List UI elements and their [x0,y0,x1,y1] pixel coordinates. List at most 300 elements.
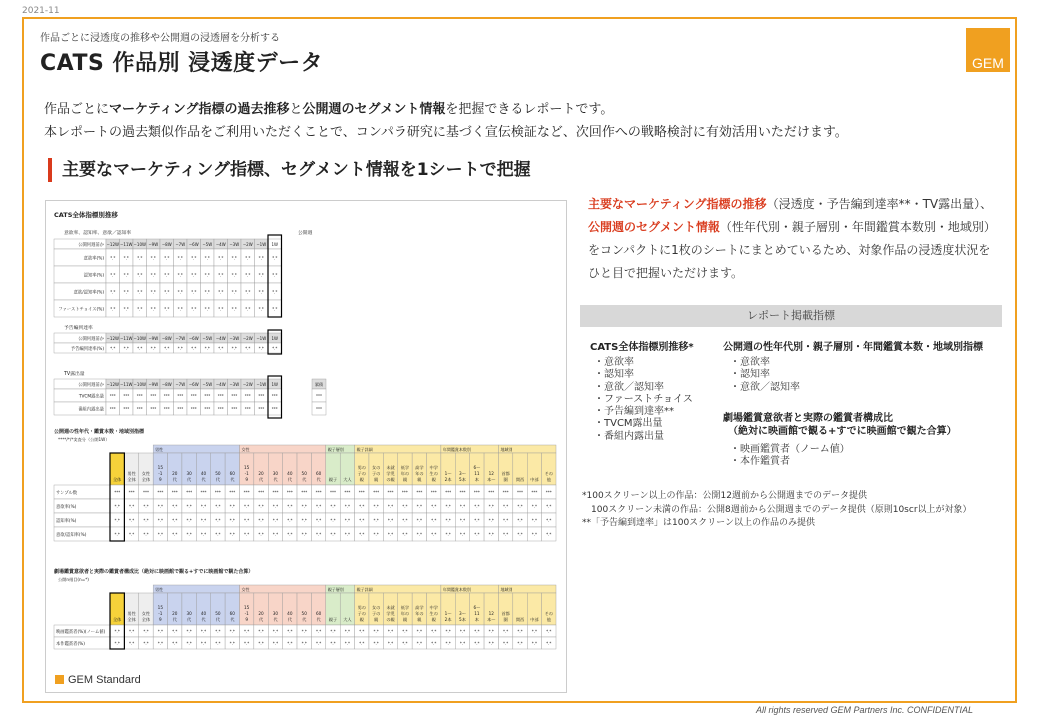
cinema-cell-text: *.* [517,641,523,646]
trend-cell-text: *.* [191,306,197,312]
cinema-group-label: 年間鑑賞本数別 [442,587,471,592]
trend-cell-text: *.* [218,272,224,278]
cinema-cell-text: *.* [128,641,135,646]
indicator-item: ・意欲率 [730,357,770,368]
cinema-col-text: 親 [402,617,408,622]
segment-col-text: -1 [244,471,249,476]
tv-cell-text: −3W [229,382,240,387]
cinema-col-text: 6〜 [473,605,481,610]
segment-cell-text: *.* [128,504,135,509]
indicator-item: ・映画鑑賞者（ノーム値） [730,444,850,455]
cinema-group-cell [239,585,325,593]
cinema-col-text: 60 [315,611,322,616]
trend-cell-text: *.* [272,272,278,278]
segment-col-text: 40 [287,471,293,476]
tv-cell-text: *** [123,406,130,412]
cinema-col-text: 全体 [112,617,122,622]
segment-cell-text: *.* [200,532,207,537]
segment-col-text: 首都 [501,471,510,476]
tv-cell-text: *** [204,406,211,412]
trailer-cell-text: *.* [258,346,264,351]
trend-row-label: 公開何週前か [78,243,104,248]
tv-cell-text: *** [244,393,251,399]
trend-cell-text: −10W [133,242,146,247]
cinema-col-text: 15 [244,605,250,610]
cinema-group-label: 女性 [241,587,250,592]
segment-col-text: 中部 [530,477,539,482]
segment-col-text: の親 [386,477,395,482]
segment-cell-text: *.* [344,504,351,509]
segment-row-label: サンプル数 [56,491,78,496]
cinema-col-text: 代 [273,617,278,622]
segment-cell-text: *** [401,490,408,495]
cinema-cell-text: *.* [258,641,264,646]
trend-cell-text: *.* [110,255,116,261]
cinema-cell-text: *.* [315,641,322,646]
cinema-title: 劇場鑑賞意欲者と実際の鑑賞者構成比（絶対に映画館で観る+すでに映画館で観た合算） [54,569,254,575]
tv-cell-text: *** [177,406,184,412]
cinema-cell-text: *.* [531,641,538,646]
tv-cell-text: *** [136,393,143,399]
segment-cell-text: *.* [531,532,538,537]
trailer-cell-text: −2W [242,336,253,341]
segment-group-label: 親子詳細 [356,447,373,452]
tv-cell-text: −7W [175,382,186,387]
cinema-group-label: 男性 [155,587,164,592]
segment-cell-text: *.* [459,504,466,509]
cinema-cell-text: *.* [272,629,279,634]
segment-cell-text: *.* [287,532,293,537]
segment-group-cell [153,445,239,453]
segment-col-text: 大人 [343,477,352,482]
segment-cell-text: *.* [172,518,178,523]
cinema-cell-text: *.* [402,629,408,634]
trend-cell-text: *.* [110,289,116,295]
segment-group-label: 地域別 [500,447,513,452]
trend-cell-text: *.* [245,255,251,261]
trailer-cell-text: −5W [202,336,213,341]
cinema-col-text: 中部 [530,617,539,622]
page-title: CATS 作品別 浸透度データ [40,51,324,76]
cinema-col-text: 学児 [386,611,395,616]
trend-cell-text: −1W [256,242,267,247]
segment-cell-text: *** [416,490,423,495]
indicator-item: ・TVCM露出量 [594,418,663,430]
segment-cell-text: *.* [157,532,163,537]
trend-cell-text: −12W [106,242,119,247]
segment-col-text: 親 [374,477,379,482]
segment-cell-text: *.* [431,504,437,509]
sheet-title: CATS全体指標別推移 [54,211,118,219]
cinema-group-label: 親子詳細 [356,587,373,592]
segment-col-text: 学児 [386,471,395,476]
cinema-row-label: 本作鑑賞者(%) [56,642,85,647]
trend-cell-text: *.* [123,289,129,295]
segment-note: ****/*/*実査分（公開1W） [58,437,110,442]
segment-col-text: 代 [187,477,192,482]
trailer-cell-text: *.* [272,346,278,351]
tv-cell-text: −10W [133,382,146,387]
cinema-col-text: その [544,611,554,616]
segment-cell-text: *.* [387,518,394,523]
page-subtitle: 作品ごとに浸透度の推移や公開週の浸透層を分析する [40,33,280,44]
trend-cell-text: −6W [188,242,199,247]
segment-col-text: 40 [200,471,207,476]
segment-col-text: 生の [429,471,438,476]
segment-col-text: 本〜 [487,477,496,482]
cinema-cell-text: *.* [503,641,509,646]
right-col-heading-2: 劇場鑑賞意欲者と実際の鑑賞者構成比 [723,413,893,424]
segment-col-text: 関西 [515,477,525,482]
cinema-cell-text: *.* [229,641,235,646]
cinema-cell-text: *.* [229,629,235,634]
cinema-col-text: 20 [172,611,178,616]
segment-cell-text: *** [286,490,293,495]
cinema-cell-text: *.* [244,629,250,634]
cinema-col-text: 9 [159,617,162,622]
cinema-col-text: 本〜 [487,617,496,622]
segment-col-text: 9 [245,477,249,482]
segment-col-text: 子の [357,471,366,476]
segment-cell-text: *.* [172,504,178,509]
segment-cell-text: *** [171,490,178,495]
cinema-col-text: 40 [287,611,293,616]
trailer-cell-text: *.* [123,346,129,351]
right-col-heading-2-sub: （絶対に映画館で観る+すでに映画館で観た合算） [728,426,957,437]
segment-row-label: 意欲/認知率(%) [56,533,87,538]
trend-cell-text: *.* [137,306,143,312]
segment-cell-text: *.* [503,504,509,509]
trend-cell-text: *.* [245,306,251,312]
cinema-col-text: 3〜 [459,611,466,616]
gem-standard-brand: GEM Standard [55,674,141,686]
segment-cell-text: *.* [301,532,307,537]
segment-title: 公開週の性年代・鑑賞本数・地域別指標 [54,429,145,435]
segment-cell-text: *.* [488,518,494,523]
cinema-cell-text: *.* [459,641,466,646]
segment-cell-text: *.* [402,504,408,509]
segment-cell-text: *** [214,490,221,495]
cinema-cell-text: *.* [143,641,149,646]
trend-cell-text: *.* [123,272,129,278]
segment-cell-text: *.* [359,532,365,537]
segment-group-label: 親子層別 [327,447,344,452]
segment-cell-text: *** [517,490,524,495]
tv-cell-text: *** [177,393,184,399]
footnote: 100スクリーン未満の作品：公開8週前から公開週までのデータ提供（原則10scr以上が対象） [582,504,972,515]
tv-cell-text: *** [163,406,170,412]
segment-cell-text: *.* [258,532,264,537]
cinema-col-text: 年の [415,611,424,616]
segment-cell-text: *.* [128,518,135,523]
segment-cell-text: *.* [517,504,523,509]
segment-cell-text: *.* [402,532,408,537]
tv-cell-text: −1W [256,382,267,387]
segment-cell-text: *.* [114,518,120,523]
segment-cell-text: *.* [445,504,451,509]
segment-cell-text: *** [531,490,538,495]
trend-cell-text: *.* [150,289,156,295]
segment-col-text: 代 [215,477,221,482]
trend-cell-text: *.* [164,255,170,261]
segment-group-label: 男性 [155,447,164,452]
cinema-cell-text: *.* [402,641,408,646]
segment-cell-text: *.* [128,532,135,537]
segment-cell-text: *.* [244,504,250,509]
segment-col-text: 圏 [503,477,508,482]
trend-cell-text: *.* [110,272,116,278]
tv-cell-text: −5W [202,382,213,387]
cinema-col-text: 60 [229,611,235,616]
cinema-cell-text: *.* [416,641,422,646]
cinema-cell-text: *.* [330,629,336,634]
segment-col-text: 15 [157,465,164,470]
cinema-cell-text: *.* [287,641,293,646]
trend-cell-text: *.* [218,255,224,261]
tv-cell-text: *** [109,393,116,399]
trend-cell-text: *.* [110,306,116,312]
trend-cell-text: *.* [191,272,197,278]
cinema-col-text: 全体 [141,617,151,622]
trend-cell-text: 1W [271,242,278,247]
segment-cell-text: *** [142,490,149,495]
tv-sub: TV露出量 [64,372,85,377]
segment-cell-text: *.* [459,532,466,537]
notes [582,490,972,531]
trailer-cell-text: *.* [245,346,251,351]
segment-cell-text: *.* [488,504,494,509]
segment-col-text: 子の [371,471,381,476]
indicator-item: ・認知率 [594,369,634,381]
segment-cell-text: *.* [546,532,552,537]
tv-cell-text: *** [136,406,143,412]
segment-cell-text: *.* [416,504,422,509]
segment-col-text: 未就 [386,465,395,470]
cinema-group-label: 地域別 [500,587,513,592]
trend-cell-text: −8W [161,242,172,247]
footnote: **「予告編到達率」は100スクリーン以上の作品のみ提供 [582,518,815,528]
cinema-cell-text: *.* [330,641,336,646]
cinema-col-text: 11 [474,611,480,616]
cinema-cell-text: *.* [359,641,365,646]
cinema-col-text: 高学 [415,605,424,610]
segment-cell-text: *.* [488,532,494,537]
cinema-cell-text: *.* [114,641,120,646]
cinema-cell-text: *.* [359,629,365,634]
trend-cell-text: *.* [177,306,183,312]
segment-cell-text: *.* [229,504,235,509]
segment-col-text: 代 [172,477,177,482]
segment-cell-text: *** [229,490,236,495]
segment-cell-text: *.* [244,532,250,537]
trailer-row-label: 公開何週前か [78,337,104,342]
indicator-item: ・番組内露出量 [594,430,664,442]
cinema-col-text: 代 [172,617,177,622]
cinema-cell-text: *.* [315,629,322,634]
report-preview-sheet [46,201,566,671]
segment-col-text: 20 [258,471,264,476]
segment-col-text: 代 [316,477,321,482]
cinema-col-text: 親 [374,617,379,622]
cinema-col-text: 親 [417,617,422,622]
segment-col-text: 11 [474,471,480,476]
segment-cell-text: *** [301,490,308,495]
cinema-group-cell [153,585,239,593]
cinema-cell-text: *.* [157,641,163,646]
segment-cell-text: *.* [474,518,480,523]
cinema-cell-text: *.* [445,641,451,646]
trend-cell-text: *.* [204,272,210,278]
cinema-col-text: 1〜 [444,611,452,616]
trend-row-label: 意欲/認知率(%) [73,290,104,296]
cinema-cell-text: *.* [445,629,451,634]
cinema-cell-text: *.* [186,629,192,634]
segment-col-text: 親 [417,477,422,482]
segment-cell-text: *.* [301,518,307,523]
cinema-col-text: 年の [400,611,410,616]
trend-cell-text: *.* [164,272,170,278]
cinema-col-text: 他 [546,617,551,622]
trailer-cell-text: −1W [256,336,267,341]
segment-cell-text: *.* [474,532,480,537]
trend-cell-text: *.* [231,255,237,261]
segment-col-text: 1〜 [444,471,452,476]
tv-cell-text: *** [150,393,157,399]
tv-cell-text: *** [231,406,238,412]
copyright-footer: All rights reserved GEM Partners Inc. CONFIDENTIAL [756,705,974,715]
segment-cell-text: *.* [344,518,351,523]
tv-cell-text: *** [204,393,211,399]
cinema-col-text: の親 [386,617,395,622]
cinema-col-text: 9 [245,617,249,622]
trend-cell-text: *.* [164,289,170,295]
right-col-list [730,357,800,394]
segment-col-text: 代 [273,477,278,482]
segment-cell-text: *.* [272,518,279,523]
cinema-col-text: 関西 [515,617,525,622]
cinema-col-text: 男性 [127,611,136,616]
trailer-cell-text: *.* [191,346,197,351]
indicator-item: ・予告編到達率** [594,406,674,418]
trend-cell-text: −2W [242,242,253,247]
segment-cell-text: *** [157,490,164,495]
segment-col-text: 12 [488,471,494,476]
cinema-col-text: 代 [287,617,292,622]
trend-cell-text: −3W [229,242,240,247]
segment-col-text: 高学 [415,465,424,470]
segment-group-label: 年間鑑賞本数別 [442,447,471,452]
cinema-cell-text: *.* [186,641,192,646]
segment-col-text: 代 [201,477,206,482]
cinema-col-text: -1 [244,611,249,616]
tv-cell-text: *** [271,406,278,412]
trailer-cell-text: *.* [110,346,116,351]
segment-cell-text: *.* [114,504,120,509]
trend-cell-text: *.* [218,289,224,295]
segment-col-text: 30 [186,471,192,476]
segment-cell-text: *.* [244,518,250,523]
description: 主要なマーケティング指標の推移（浸透度・予告編到達率**・TV露出量）、公開週のセグメント情報（性年代別・親子層別・年間鑑賞本数別・地域別）をコンパクトに1枚のシートにまとめているため、対象作品の浸透度状況をひと目で把握いただけます。 [588,197,996,280]
trailer-cell-text: −6W [188,336,199,341]
segment-cell-text: *.* [359,518,365,523]
cinema-col-text: 親 [359,617,364,622]
trend-cell-text: *.* [204,289,210,295]
segment-col-text: 9 [159,477,162,482]
segment-group-cell [239,445,325,453]
segment-cell-text: *** [545,490,552,495]
cinema-col-text: 15 [157,605,164,610]
segment-col-text: 本 [474,477,479,482]
trend-cell-text: *.* [123,306,129,312]
segment-cell-text: *.* [387,532,394,537]
segment-cell-text: *** [243,490,250,495]
segment-cell-text: *** [315,490,322,495]
trend-cell-text: *.* [204,306,210,312]
segment-cell-text: *.* [459,518,466,523]
segment-col-text: 低学 [400,465,410,470]
cinema-col-text: 生の [429,611,438,616]
segment-cell-text: *.* [229,518,235,523]
segment-cell-text: *.* [272,504,279,509]
segment-col-text: 6〜 [473,465,481,470]
trend-cell-text: *.* [177,272,183,278]
trailer-cell-text: −4W [215,336,226,341]
trailer-cell-text: −10W [133,336,146,341]
trailer-cell-text: *.* [164,346,170,351]
segment-col-text: 代 [302,477,307,482]
tv-cell-text: *** [217,406,224,412]
cinema-col-text: 代 [302,617,307,622]
cinema-col-text: 中学 [429,605,438,610]
sheet-sub: 意欲率、認知率、意欲／認知率 [64,231,132,236]
trailer-cell-text: *.* [218,346,224,351]
tv-cell-text: *** [231,393,238,399]
cinema-cell-text: *.* [531,629,538,634]
cinema-col-text: 女性 [141,611,151,616]
segment-cell-text: *.* [301,504,307,509]
segment-col-text: 中学 [429,465,438,470]
segment-cell-text: *** [459,490,466,495]
segment-col-text: 女の [371,465,381,470]
tv-cell-text: −6W [188,382,199,387]
trailer-cell-text: −12W [106,336,119,341]
segment-col-text: 男性 [127,471,136,476]
right-col-heading: 公開週の性年代別・親子層別・年間鑑賞本数・地域別指標 [723,342,983,353]
trailer-cell-text: −11W [120,336,133,341]
segment-cell-text: *.* [330,532,336,537]
cinema-cell-text: *.* [172,629,178,634]
tv-cell-text: 1W [271,382,278,387]
report-indicators-bar: レポート掲載指標 [580,305,1002,327]
trend-cell-text: *.* [150,272,156,278]
segment-row-label: 認知率(%) [56,519,77,524]
footnote: *100スクリーン以上の作品：公開12週前から公開週までのデータ提供 [582,491,867,501]
tv-cell-text: *** [258,393,265,399]
release-week-label: 公開週 [298,231,313,236]
cinema-col-text: 女の [371,605,381,610]
cinema-cell-text: *.* [143,629,149,634]
cinema-col-text: 男の [357,605,366,610]
segment-col-text: 60 [229,471,235,476]
section-heading: 主要なマーケティング指標、セグメント情報を1シートで把握 [48,158,531,182]
tv-total-text: *** [316,393,322,399]
trend-cell-text: *.* [137,255,143,261]
segment-col-text: 男の [357,465,366,470]
segment-cell-text: *.* [287,504,293,509]
segment-cell-text: *** [344,490,351,495]
date-label: 2021-11 [22,6,60,16]
trailer-cell-text: *.* [137,346,143,351]
